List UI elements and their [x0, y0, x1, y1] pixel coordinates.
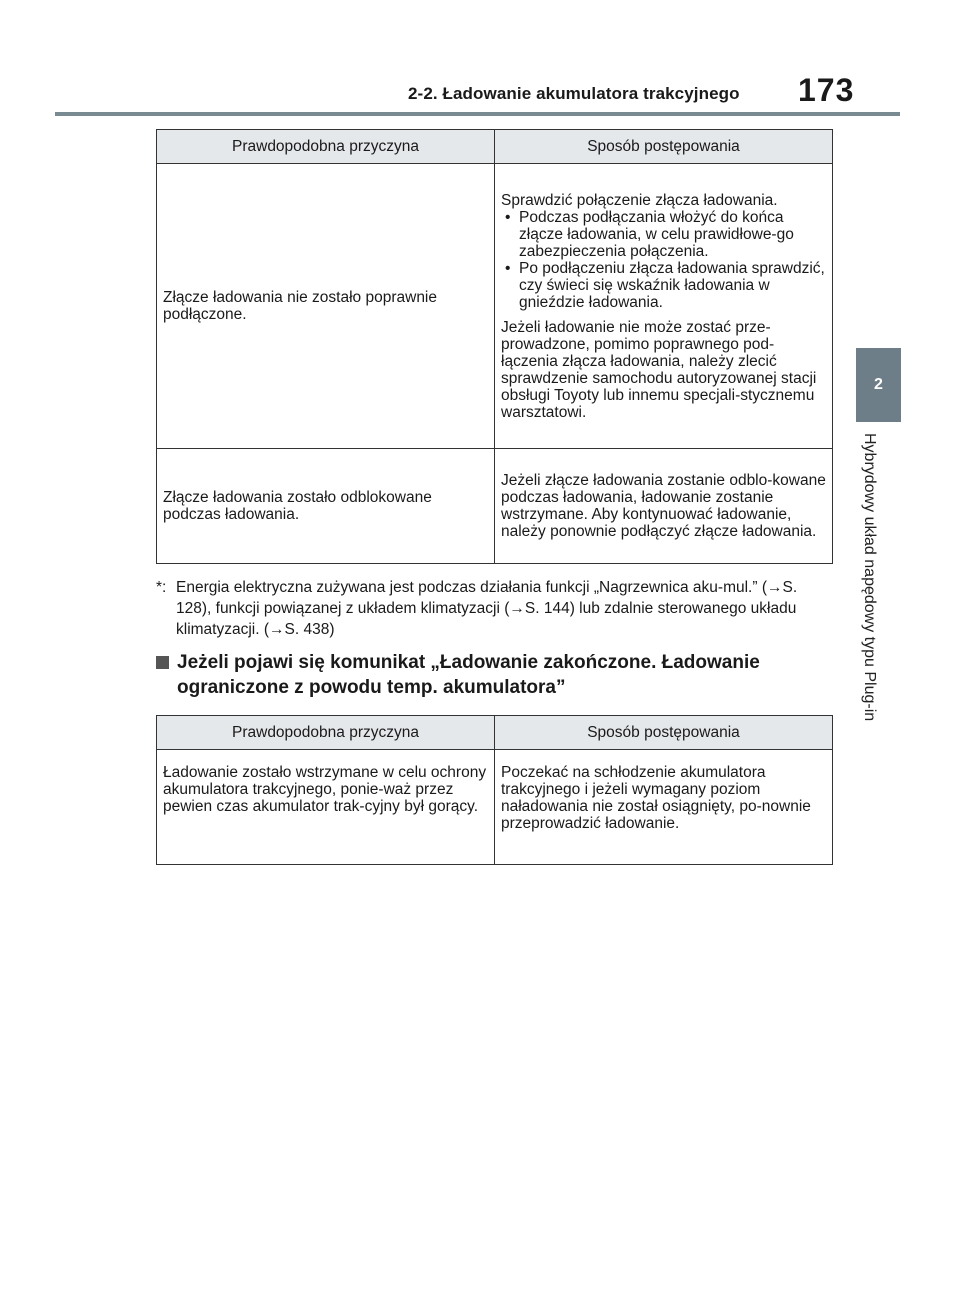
action-cell: Poczekać na schłodzenie akumulatora trakcyjnego i jeżeli wymagany poziom naładowania nie został osiągnięty, po-nownie przeprowadzić ładowanie. — [495, 750, 833, 865]
chapter-tab — [856, 348, 901, 422]
section-title: 2-2. Ładowanie akumulatora trakcyjnego — [408, 84, 740, 103]
footnote — [156, 577, 832, 640]
chapter-label: Hybrydowy układ napędowy typu Plug-in — [861, 433, 878, 722]
list-item: • Podczas podłączania włożyć do końca złącze ładowania, w celu prawidłowe-go zabezpieczenia połączenia. — [501, 209, 826, 260]
cause-cell: Złącze ładowania zostało odblokowane podczas ładowania. — [157, 449, 495, 564]
troubleshooting-table-1 — [156, 129, 833, 564]
section-heading: Jeżeli pojawi się komunikat „Ładowanie zakończone. Ładowanie ograniczone z powodu temp. akumulatora” — [156, 650, 832, 700]
cause-cell: Złącze ładowania nie zostało poprawnie podłączone. — [157, 164, 495, 449]
table-row — [157, 750, 833, 865]
list-item: • Po podłączeniu złącza ładowania sprawdzić, czy świeci się wskaźnik ładowania w gnieździe ładowania. — [501, 260, 826, 311]
footnote-text: Energia elektryczna zużywana jest podczas działania funkcji „Nagrzewnica aku-mul.” (→S. 128), funkcji powiązanej z układem klimatyzacji (→S. 144) lub zdalnie sterowanego układu klimatyzacji. (→S. 438) — [176, 579, 798, 638]
header-divider — [55, 112, 900, 116]
action-bullets — [501, 209, 826, 311]
action-cell: Jeżeli złącze ładowania zostanie odblo-kowane podczas ładowania, ładowanie zostanie wstrzymane. Aby kontynuować ładowanie, należy ponownie podłączyć złącze ładowania. — [495, 449, 833, 564]
troubleshooting-table-2 — [156, 715, 833, 865]
header-cause: Prawdopodobna przyczyna — [157, 716, 495, 750]
page-number: 173 — [798, 72, 855, 108]
header-action: Sposób postępowania — [495, 716, 833, 750]
action-intro: Sprawdzić połączenie złącza ładowania. — [501, 191, 778, 209]
table-header-row — [157, 716, 833, 750]
table-header-row — [157, 130, 833, 164]
action-cell — [495, 164, 833, 449]
action-note: Jeżeli ładowanie nie może zostać prze-prowadzone, pomimo poprawnego pod-łączenia złącza ładowania, należy zlecić sprawdzenie samochodu autoryzowanej stacji obsługi Toyoty lub innemu specjali-stycznemu warsztatowi. — [501, 318, 817, 421]
header-cause: Prawdopodobna przyczyna — [157, 130, 495, 164]
table-row — [157, 449, 833, 564]
square-bullet-icon — [156, 656, 169, 669]
table-row — [157, 164, 833, 449]
header-action: Sposób postępowania — [495, 130, 833, 164]
chapter-number: 2 — [874, 376, 883, 393]
cause-cell: Ładowanie zostało wstrzymane w celu ochrony akumulatora trakcyjnego, ponie-waż przez pewien czas akumulator trak-cyjny był gorący. — [157, 750, 495, 865]
footnote-mark: *: — [156, 579, 167, 596]
